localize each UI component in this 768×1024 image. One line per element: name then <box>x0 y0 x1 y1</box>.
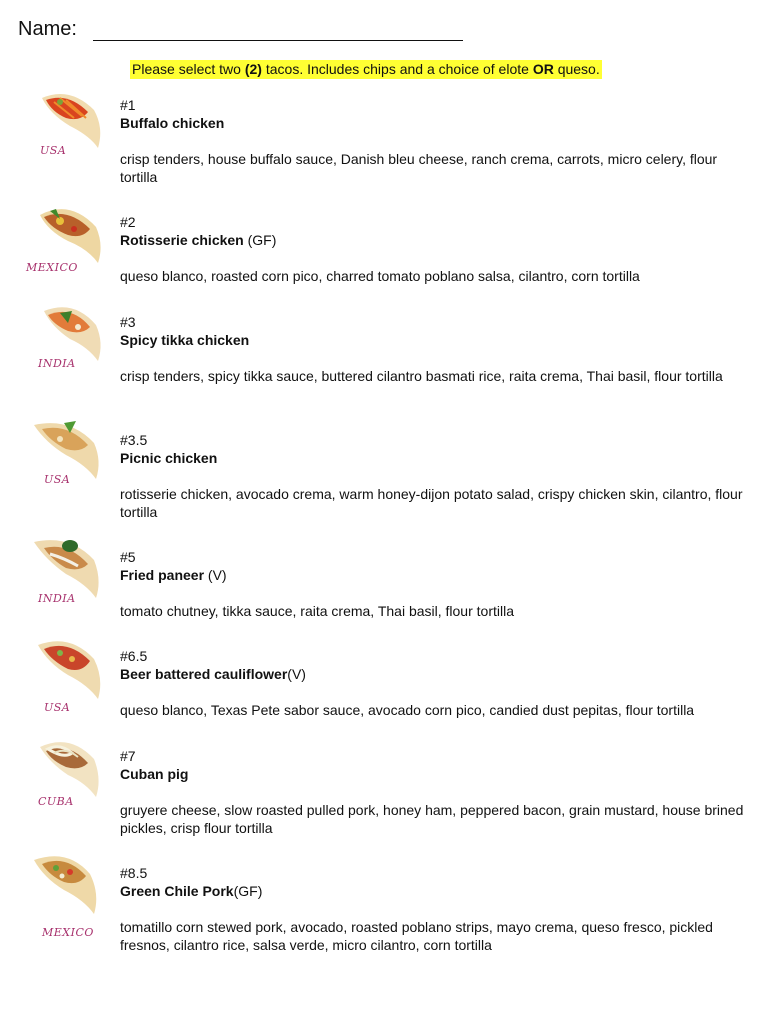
country-label: INDIA <box>38 592 76 605</box>
item-number: #6.5 <box>120 648 148 664</box>
item-number: #1 <box>120 97 136 113</box>
item-description: gruyere cheese, slow roasted pulled pork, honey ham, peppered bacon, grain mustard, house brined pickles, crisp flour tortilla <box>120 802 744 836</box>
item-title: Green Chile Pork <box>120 883 234 899</box>
country-label: USA <box>44 473 71 486</box>
item-description: queso blanco, roasted corn pico, charred tomato poblano salsa, cilantro, corn tortilla <box>120 268 640 284</box>
item-text <box>120 96 750 186</box>
item-number: #3.5 <box>120 432 148 448</box>
item-description: rotisserie chicken, avocado crema, warm honey-dijon potato salad, crispy chicken skin, cilantro, flour tortilla <box>120 486 743 520</box>
banner-post: queso. <box>553 61 600 77</box>
item-text <box>120 431 750 521</box>
country-label: MEXICO <box>26 261 78 274</box>
item-number: #2 <box>120 214 136 230</box>
item-title: Picnic chicken <box>120 450 218 466</box>
country-label: USA <box>44 701 71 714</box>
item-title: Rotisserie chicken <box>120 232 244 248</box>
item-text <box>120 747 750 837</box>
item-title: Beer battered cauliflower <box>120 666 288 682</box>
banner-mid: tacos. Includes chips and a choice of elote <box>261 61 533 77</box>
item-description: tomatillo corn stewed pork, avocado, roasted poblano strips, mayo crema, queso fresco, pickled fresnos, cilantro rice, salsa verde, micro cilantro, corn tortilla <box>120 919 713 953</box>
country-label: INDIA <box>38 357 76 370</box>
item-number: #3 <box>120 314 136 330</box>
name-label: Name: <box>18 18 77 40</box>
country-label: USA <box>40 144 67 157</box>
banner-or: OR <box>532 61 554 77</box>
item-suffix: (GF) <box>243 232 277 248</box>
item-description: tomato chutney, tikka sauce, raita crema, Thai basil, flour tortilla <box>120 603 514 619</box>
taco-image <box>30 635 110 711</box>
banner-count: (2) <box>244 61 262 77</box>
country-label: CUBA <box>38 795 74 808</box>
item-suffix: (V) <box>287 666 306 682</box>
item-number: #5 <box>120 549 136 565</box>
item-description: crisp tenders, spicy tikka sauce, buttered cilantro basmati rice, raita crema, Thai basil, flour tortilla <box>120 368 723 384</box>
taco-icon <box>28 850 108 926</box>
taco-icon <box>30 635 110 711</box>
taco-image <box>28 850 108 926</box>
country-label: MEXICO <box>42 926 94 939</box>
name-blank-line[interactable] <box>93 40 463 41</box>
item-title: Buffalo chicken <box>120 115 225 131</box>
item-number: #7 <box>120 748 136 764</box>
item-suffix: (GF) <box>233 883 263 899</box>
item-description: crisp tenders, house buffalo sauce, Danish bleu cheese, ranch crema, carrots, micro celery, flour tortilla <box>120 151 718 185</box>
item-text <box>120 213 750 285</box>
item-title: Cuban pig <box>120 766 189 782</box>
item-title: Fried paneer <box>120 567 205 583</box>
item-number: #8.5 <box>120 865 148 881</box>
item-description: queso blanco, Texas Pete sabor sauce, avocado corn pico, candied dust pepitas, flour tortilla <box>120 702 695 718</box>
item-title: Spicy tikka chicken <box>120 332 250 348</box>
instructions-banner <box>130 60 602 79</box>
item-suffix: (V) <box>204 567 227 583</box>
item-text <box>120 313 750 385</box>
item-text <box>120 548 750 620</box>
item-text <box>120 647 750 719</box>
banner-pre: Please select two <box>132 61 245 77</box>
item-text <box>120 864 750 954</box>
